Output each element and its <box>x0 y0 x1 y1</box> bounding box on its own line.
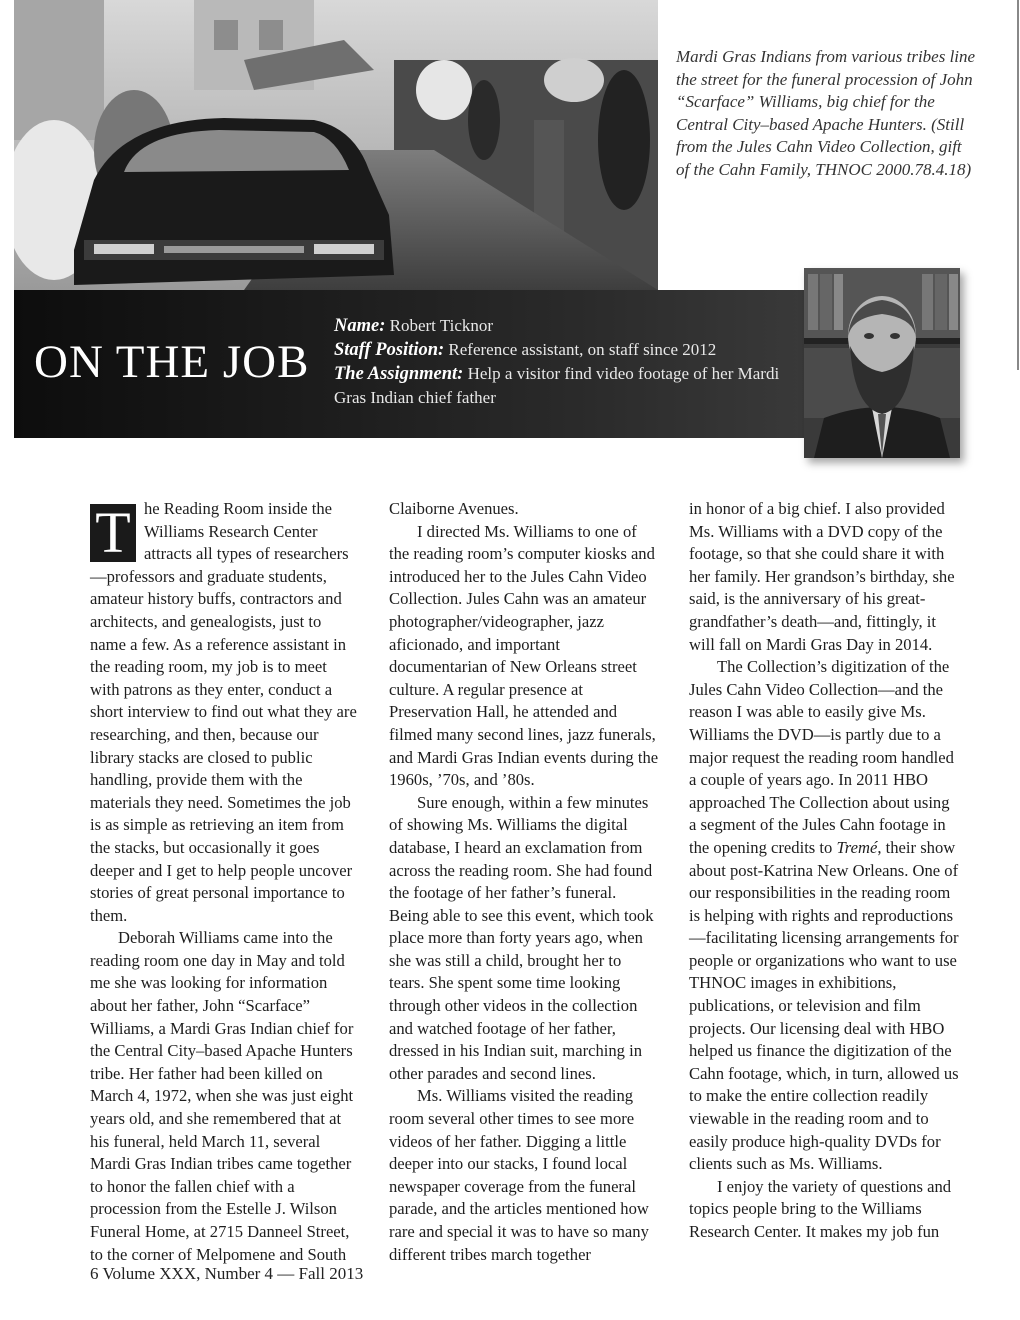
name-label: Name: <box>334 316 386 336</box>
assignment-label: The Assignment: <box>334 364 464 384</box>
banner-title: ON THE JOB <box>34 336 310 388</box>
article-paragraph <box>689 656 959 1176</box>
article-paragraph: Deborah Williams came into the reading room one day in May and told me she was looking for information about her father, John “Scarface” Williams, a Mardi Gras Indian chief for the Central City–based Apache Hunters tribe. Her father had been killed on March 4, 1972, when she was just eight years old, and she remembered that at his funeral, held March 11, several Mardi Gras Indian tribes came together to honor the fallen chief with a procession from the Estelle J. Wilson Funeral Home, at 2715 Danneel Street, to the corner of Melpomene and South <box>90 928 354 1264</box>
photo-caption: Mardi Gras Indians from various tribes line the street for the funeral procession of John “Scarface” Williams, big chief for the Central City–based Apache Hunters. (Still from the Jules Cahn Video Collection, gift of the Cahn Family, THNOC 2000.78.4.18) <box>676 47 976 179</box>
paragraph-text: , their show about post-Katrina New Orleans. One of our responsibilities in the reading room is helping with rights and reproductions—facilitating licensing arrangements for people or organizations who want to use THNOC images in exhibitions, publications, or television and film projects. Our licensing deal with HBO helped us finance the digitization of the Cahn footage, which, in turn, allowed us to make the entire collection readily viewable in the reading room and to easily produce high-quality DVDs for clients such as Ms. Williams. <box>689 837 959 1174</box>
position-line <box>334 338 804 362</box>
on-the-job-banner <box>14 290 816 438</box>
article-column-1 <box>90 498 360 1266</box>
name-line <box>334 314 804 338</box>
job-info <box>334 314 804 410</box>
assignment-line <box>334 362 804 410</box>
name-value: Robert Ticknor <box>389 316 494 335</box>
staff-portrait <box>804 268 960 458</box>
paragraph-text: he Reading Room inside the Williams Research Center attracts all types of researchers—professors and graduate students, amateur history buffs, contractors and architects, and genealogists, just to name a few. As a reference assistant in the reading room, my job is to meet with patrons as they enter, conduct a short interview to find out what they are researching, and then, because our library stacks are closed to public handling, provide them with the materials they need. Sometimes the job is as simple as retrieving an item from the stacks, but occasionally it goes deeper and I get to help people uncover stories of great personal importance to them. <box>90 499 357 925</box>
article-column-2 <box>389 498 659 1266</box>
article-paragraph: in honor of a big chief. I also provided Ms. Williams with a DVD copy of the footage, so that she could share it with her family. Her grandson’s birthday, she said, is the anniversary of his great-grandfather’s death—and, fittingly, it will fall on Mardi Gras Day in 2014. <box>689 499 955 654</box>
position-value: Reference assistant, on staff since 2012 <box>448 340 717 359</box>
hero-photograph <box>14 0 658 290</box>
drop-cap: T <box>90 504 136 562</box>
assignment-value: Help a visitor find video footage of her Mardi Gras Indian chief father <box>334 364 780 407</box>
position-label: Staff Position: <box>334 340 445 360</box>
article-paragraph <box>90 498 360 927</box>
page-edge-rule <box>1017 0 1019 370</box>
paragraph-text: The Collection’s digitization of the Jules Cahn Video Collection—and the reason I was able to easily give Ms. Williams the DVD—is partly due to a major request the reading room handled a couple of years ago. In 2011 HBO approached The Collection about using a segment of the Jules Cahn footage in the opening credits to <box>689 657 954 857</box>
article-paragraph: Ms. Williams visited the reading room several other times to see more videos of her father. Digging a little deeper into our stacks, I found local newspaper coverage from the funeral parade, and the articles mentioned how rare and special it was to have so many different tribes march together <box>389 1086 649 1264</box>
page-footer: 6 Volume XXX, Number 4 — Fall 2013 <box>90 1264 364 1283</box>
article-paragraph: I directed Ms. Williams to one of the reading room’s computer kiosks and introduced her to the Jules Cahn Video Collection. Jules Cahn was an amateur photographer/videographer, jazz aficionado, and important documentarian of New Orleans street culture. A regular presence at Preservation Hall, he attended and filmed many second lines, jazz funerals, and Mardi Gras Indian events during the 1960s, ’70s, and ’80s. <box>389 521 659 790</box>
show-title: Tremé <box>836 837 878 857</box>
article-paragraph: I enjoy the variety of questions and topics people bring to the Williams Research Center. It makes my job fun <box>689 1176 952 1241</box>
article-paragraph: Sure enough, within a few minutes of showing Ms. Williams the digital database, I heard an exclamation from across the reading room. She had found the footage of her father’s funeral. Being able to see this event, which took place more than forty years ago, when she was still a child, brought her to tears. She spent some time looking through other videos in the collection and watched footage of her father, dressed in his Indian suit, marching in other parades and second lines. <box>389 792 654 1083</box>
article-column-3 <box>689 498 959 1244</box>
article-paragraph: Claiborne Avenues. <box>389 499 519 518</box>
